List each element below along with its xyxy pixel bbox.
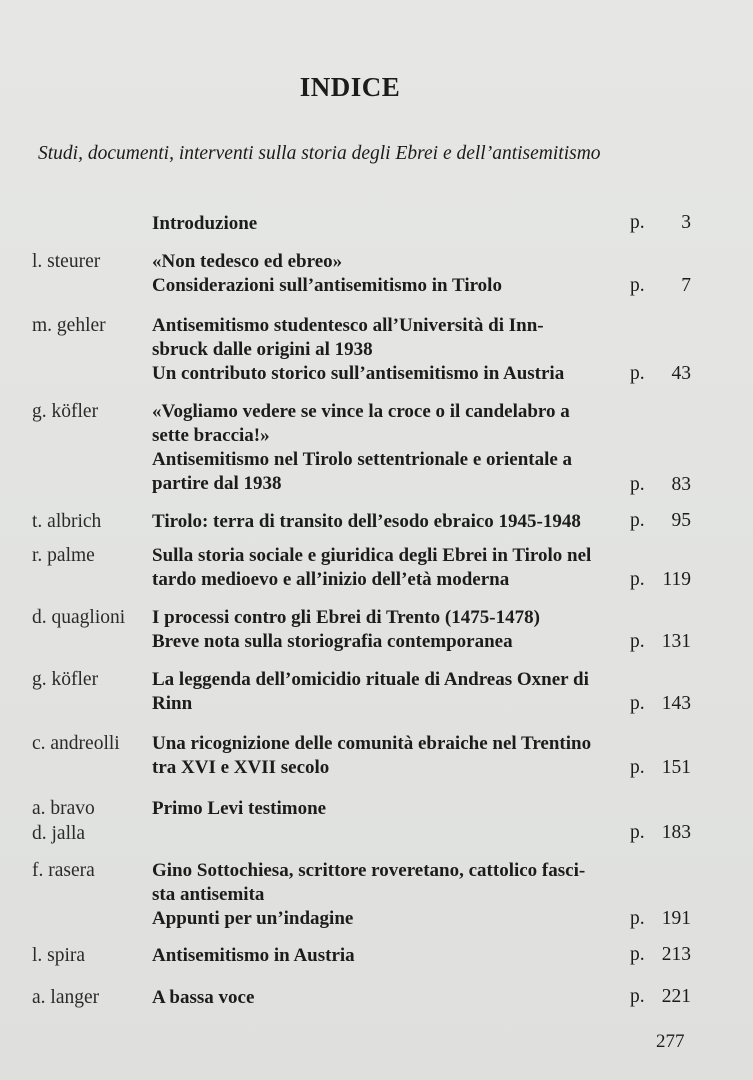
toc-title-line: Antisemitismo studentesco all’Università di Inn- xyxy=(152,315,544,336)
toc-title-line: Rinn xyxy=(152,693,193,714)
page-title: INDICE xyxy=(299,72,401,102)
toc-author: t. albrich xyxy=(32,511,102,532)
toc-title-line: Appunti per un’indagine xyxy=(152,908,354,929)
toc-title xyxy=(152,944,617,968)
toc-author: m. gehler xyxy=(32,315,106,336)
toc-title-line: «Vogliamo vedere se vince la croce o il candelabro a xyxy=(152,401,570,422)
toc-page-prefix: p. xyxy=(630,473,645,495)
toc-page-number: 191 xyxy=(661,908,691,929)
toc-author: r. palme xyxy=(32,545,95,566)
toc-title-line: tra XVI e XVII secolo xyxy=(152,757,330,778)
toc-title-line: Tirolo: terra di transito dell’esodo ebraico 1945-1948 xyxy=(152,511,581,532)
toc-title xyxy=(152,797,617,845)
toc-page-prefix: p. xyxy=(630,986,645,1007)
toc-title-line: Considerazioni sull’antisemitismo in Tirolo xyxy=(152,275,502,296)
toc-author: c. andreolli xyxy=(32,733,120,754)
toc-page-number: 213 xyxy=(661,944,691,965)
toc-page-prefix: p. xyxy=(630,756,645,778)
toc-page-number: 43 xyxy=(671,363,691,384)
toc-title-line: Una ricognizione delle comunità ebraiche nel Trentino xyxy=(152,733,592,754)
toc-page-number: 95 xyxy=(671,510,691,531)
toc-author: d. jalla xyxy=(32,822,86,844)
toc-title xyxy=(152,859,617,931)
toc-page-prefix: p. xyxy=(630,821,645,843)
toc-title xyxy=(152,606,617,654)
toc-title-line: I processi contro gli Ebrei di Trento (1475-1478) xyxy=(152,607,540,628)
toc-title-line xyxy=(152,821,617,845)
toc-page-prefix: p. xyxy=(630,510,645,531)
toc-title xyxy=(152,544,617,592)
toc-title-line: Antisemitismo in Austria xyxy=(152,945,355,966)
toc-author: g. köfler xyxy=(32,669,99,690)
toc-title-line: Un contributo storico sull’antisemitismo in Austria xyxy=(152,363,565,384)
toc-title-line: sta antisemita xyxy=(152,884,265,905)
toc-title-line: Sulla storia sociale e giuridica degli Ebrei in Tirolo nel xyxy=(152,545,592,566)
toc-page-number: 3 xyxy=(681,212,691,233)
toc-title-line: Breve nota sulla storiografia contemporanea xyxy=(152,631,513,652)
toc-title xyxy=(152,668,617,716)
toc-page-number: 83 xyxy=(671,473,691,495)
page-number: 277 xyxy=(656,1031,685,1052)
toc-page-prefix: p. xyxy=(630,363,645,384)
toc-title xyxy=(152,250,617,298)
toc-title xyxy=(152,510,617,534)
toc-author: g. köfler xyxy=(32,401,99,422)
toc-page-prefix: p. xyxy=(630,274,645,296)
page-subtitle: Studi, documenti, interventi sulla storia degli Ebrei e dell’antisemitismo xyxy=(38,143,601,164)
toc-title-line: Gino Sottochiesa, scrittore roveretano, cattolico fasci- xyxy=(152,860,586,881)
toc-title xyxy=(152,732,617,780)
toc-page-prefix: p. xyxy=(630,630,645,652)
toc-page-number: 143 xyxy=(661,692,691,714)
toc-author: l. spira xyxy=(32,945,86,966)
toc-page-number: 7 xyxy=(681,274,691,296)
toc-page-prefix: p. xyxy=(630,212,645,233)
toc-page-prefix: p. xyxy=(630,908,645,929)
toc-page-number: 221 xyxy=(661,986,691,1007)
toc-author: a. bravo xyxy=(32,798,95,819)
toc-author: l. steurer xyxy=(32,251,101,272)
toc-title-line: «Non tedesco ed ebreo» xyxy=(152,251,343,272)
toc-page-prefix: p. xyxy=(630,692,645,714)
toc-title-line: Antisemitismo nel Tirolo settentrionale e orientale a xyxy=(152,449,573,470)
toc-title-line: partire dal 1938 xyxy=(152,473,282,494)
toc-title-line: La leggenda dell’omicidio rituale di Andreas Oxner di xyxy=(152,669,589,690)
toc-page-number: 131 xyxy=(661,630,691,652)
toc-title xyxy=(152,212,617,236)
toc-page-prefix: p. xyxy=(630,568,645,590)
toc-title-line: Primo Levi testimone xyxy=(152,798,327,819)
toc-title-line: A bassa voce xyxy=(152,987,255,1008)
toc-title xyxy=(152,314,617,386)
toc-page-number: 119 xyxy=(662,568,691,590)
toc-page-prefix: p. xyxy=(630,944,645,965)
toc-author: d. quaglioni xyxy=(32,607,126,628)
toc-title-line: tardo medioevo e all’inizio dell’età moderna xyxy=(152,569,510,590)
toc-title xyxy=(152,400,617,496)
toc-page-number: 183 xyxy=(661,821,691,843)
toc-title-line: sbruck dalle origini al 1938 xyxy=(152,339,373,360)
toc-page-number: 151 xyxy=(661,756,691,778)
toc-title xyxy=(152,986,617,1010)
toc-title-line: Introduzione xyxy=(152,213,258,234)
toc-title-line: sette braccia!» xyxy=(152,425,270,446)
toc-author: f. rasera xyxy=(32,860,95,881)
toc-author: a. langer xyxy=(32,987,100,1008)
